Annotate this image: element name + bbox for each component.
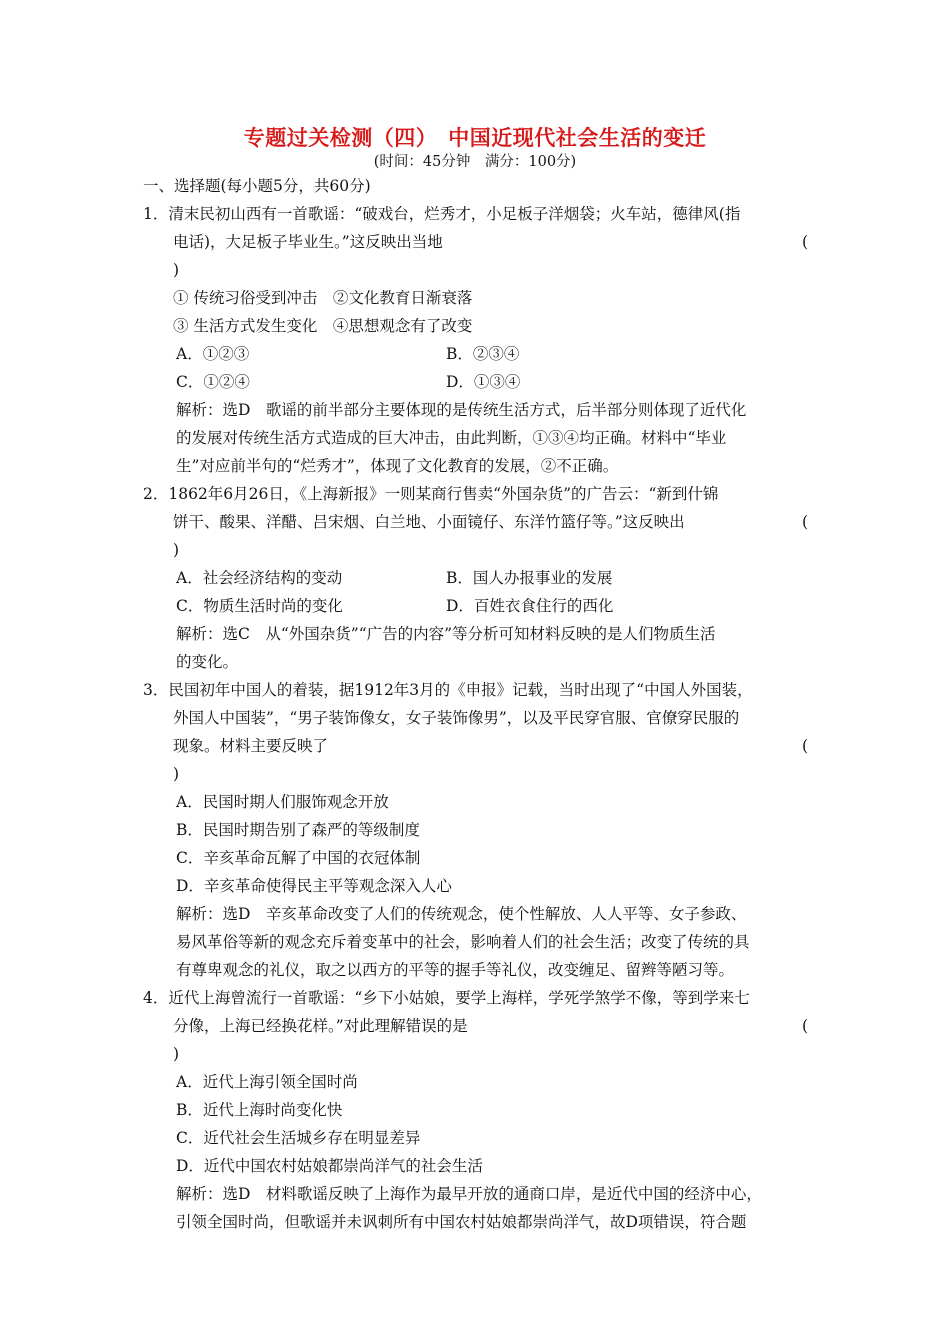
question-1 <box>143 200 808 480</box>
analysis: 有尊卑观念的礼仪，取之以西方的平等的握手等礼仪，改变缠足、留辫等陋习等。 <box>176 961 735 979</box>
answer-paren-close: ) <box>173 765 180 783</box>
option-a: A．社会经济结构的变动 <box>176 569 343 587</box>
question-stem <box>143 732 808 760</box>
question-stem <box>143 228 808 256</box>
option-a: A．①②③ <box>176 345 250 363</box>
question-stem-text: 饼干、酸果、洋醋、吕宋烟、白兰地、小面镜仔、东洋竹篮仔等。”这反映出 <box>173 513 685 531</box>
option-row <box>143 592 808 620</box>
option-row <box>143 564 808 592</box>
option-b: B．近代上海时尚变化快 <box>176 1101 343 1119</box>
analysis: 解析：选D 材料歌谣反映了上海作为最早开放的通商口岸，是近代中国的经济中心， <box>176 1185 762 1203</box>
option-b: B．②③④ <box>446 345 520 363</box>
analysis: 引领全国时尚，但歌谣并未讽刺所有中国农村姑娘都崇尚洋气，故D项错误，符合题 <box>176 1213 747 1231</box>
analysis: 的发展对传统生活方式造成的巨大冲击，由此判断，①③④均正确。材料中“毕业 <box>176 429 727 447</box>
option-c: C．近代社会生活城乡存在明显差异 <box>176 1129 421 1147</box>
content <box>143 172 808 1236</box>
analysis: 生”对应前半句的“烂秀才”，体现了文化教育的发展，②不正确。 <box>176 457 619 475</box>
statement: ① 传统习俗受到冲击 ②文化教育日渐衰落 <box>173 289 473 307</box>
section-heading: 一、选择题(每小题5分，共60分) <box>143 177 371 195</box>
option-row <box>143 368 808 396</box>
answer-paren-open: ( <box>801 233 808 251</box>
analysis: 解析：选D 歌谣的前半部分主要体现的是传统生活方式，后半部分则体现了近代化 <box>176 401 747 419</box>
option-d: D．辛亥革命使得民主平等观念深入人心 <box>176 877 452 895</box>
question-2 <box>143 480 808 676</box>
question-stem <box>143 508 808 536</box>
answer-paren-open: ( <box>801 513 808 531</box>
question-stem-text: 电话)，大足板子毕业生。”这反映出当地 <box>173 233 443 251</box>
question-stem: 4．近代上海曾流行一首歌谣：“乡下小姑娘，要学上海样，学死学煞学不像，等到学来七 <box>143 989 750 1007</box>
question-stem: 1．清末民初山西有一首歌谣：“破戏台，烂秀才，小足板子洋烟袋；火车站，德律风(指 <box>143 205 741 223</box>
option-b: B．民国时期告别了森严的等级制度 <box>176 821 420 839</box>
option-c: C．物质生活时尚的变化 <box>176 597 343 615</box>
analysis: 易风革俗等新的观念充斥着变革中的社会，影响着人们的社会生活；改变了传统的具 <box>176 933 750 951</box>
question-3 <box>143 676 808 984</box>
answer-paren-open: ( <box>801 737 808 755</box>
question-stem: 外国人中国装”，“男子装饰像女，女子装饰像男”，以及平民穿官服、官僚穿民服的 <box>173 709 740 727</box>
option-b: B．国人办报事业的发展 <box>446 569 613 587</box>
option-c: C．①②④ <box>176 373 250 391</box>
option-c: C．辛亥革命瓦解了中国的衣冠体制 <box>176 849 421 867</box>
analysis: 解析：选C 从“外国杂货”“广告的内容”等分析可知材料反映的是人们物质生活 <box>176 625 716 643</box>
exam-info: (时间：45分钟 满分：100分) <box>373 154 577 170</box>
option-row <box>143 340 808 368</box>
option-d: D．①③④ <box>446 373 521 391</box>
analysis: 的变化。 <box>176 653 239 671</box>
answer-paren-open: ( <box>801 1017 808 1035</box>
question-stem-text: 分像，上海已经换花样。”对此理解错误的是 <box>173 1017 468 1035</box>
question-stem <box>143 1012 808 1040</box>
answer-paren-close: ) <box>173 541 180 559</box>
answer-paren-close: ) <box>173 261 180 279</box>
page-title: 专题过关检测（四） 中国近现代社会生活的变迁 <box>243 125 707 150</box>
question-4 <box>143 984 808 1236</box>
question-stem: 3．民国初年中国人的着装，据1912年3月的《申报》记载，当时出现了“中国人外国装， <box>143 681 753 699</box>
answer-paren-close: ) <box>173 1045 180 1063</box>
statement: ③ 生活方式发生变化 ④思想观念有了改变 <box>173 317 473 335</box>
option-a: A．民国时期人们服饰观念开放 <box>176 793 389 811</box>
question-stem: 2．1862年6月26日，《上海新报》一则某商行售卖“外国杂货”的广告云：“新到什锦 <box>143 485 719 503</box>
option-a: A．近代上海引领全国时尚 <box>176 1073 358 1091</box>
analysis: 解析：选D 辛亥革命改变了人们的传统观念，使个性解放、人人平等、女子参政、 <box>176 905 747 923</box>
option-d: D．近代中国农村姑娘都崇尚洋气的社会生活 <box>176 1157 483 1175</box>
option-d: D．百姓衣食住行的西化 <box>446 597 614 615</box>
question-stem-text: 现象。材料主要反映了 <box>173 737 329 755</box>
